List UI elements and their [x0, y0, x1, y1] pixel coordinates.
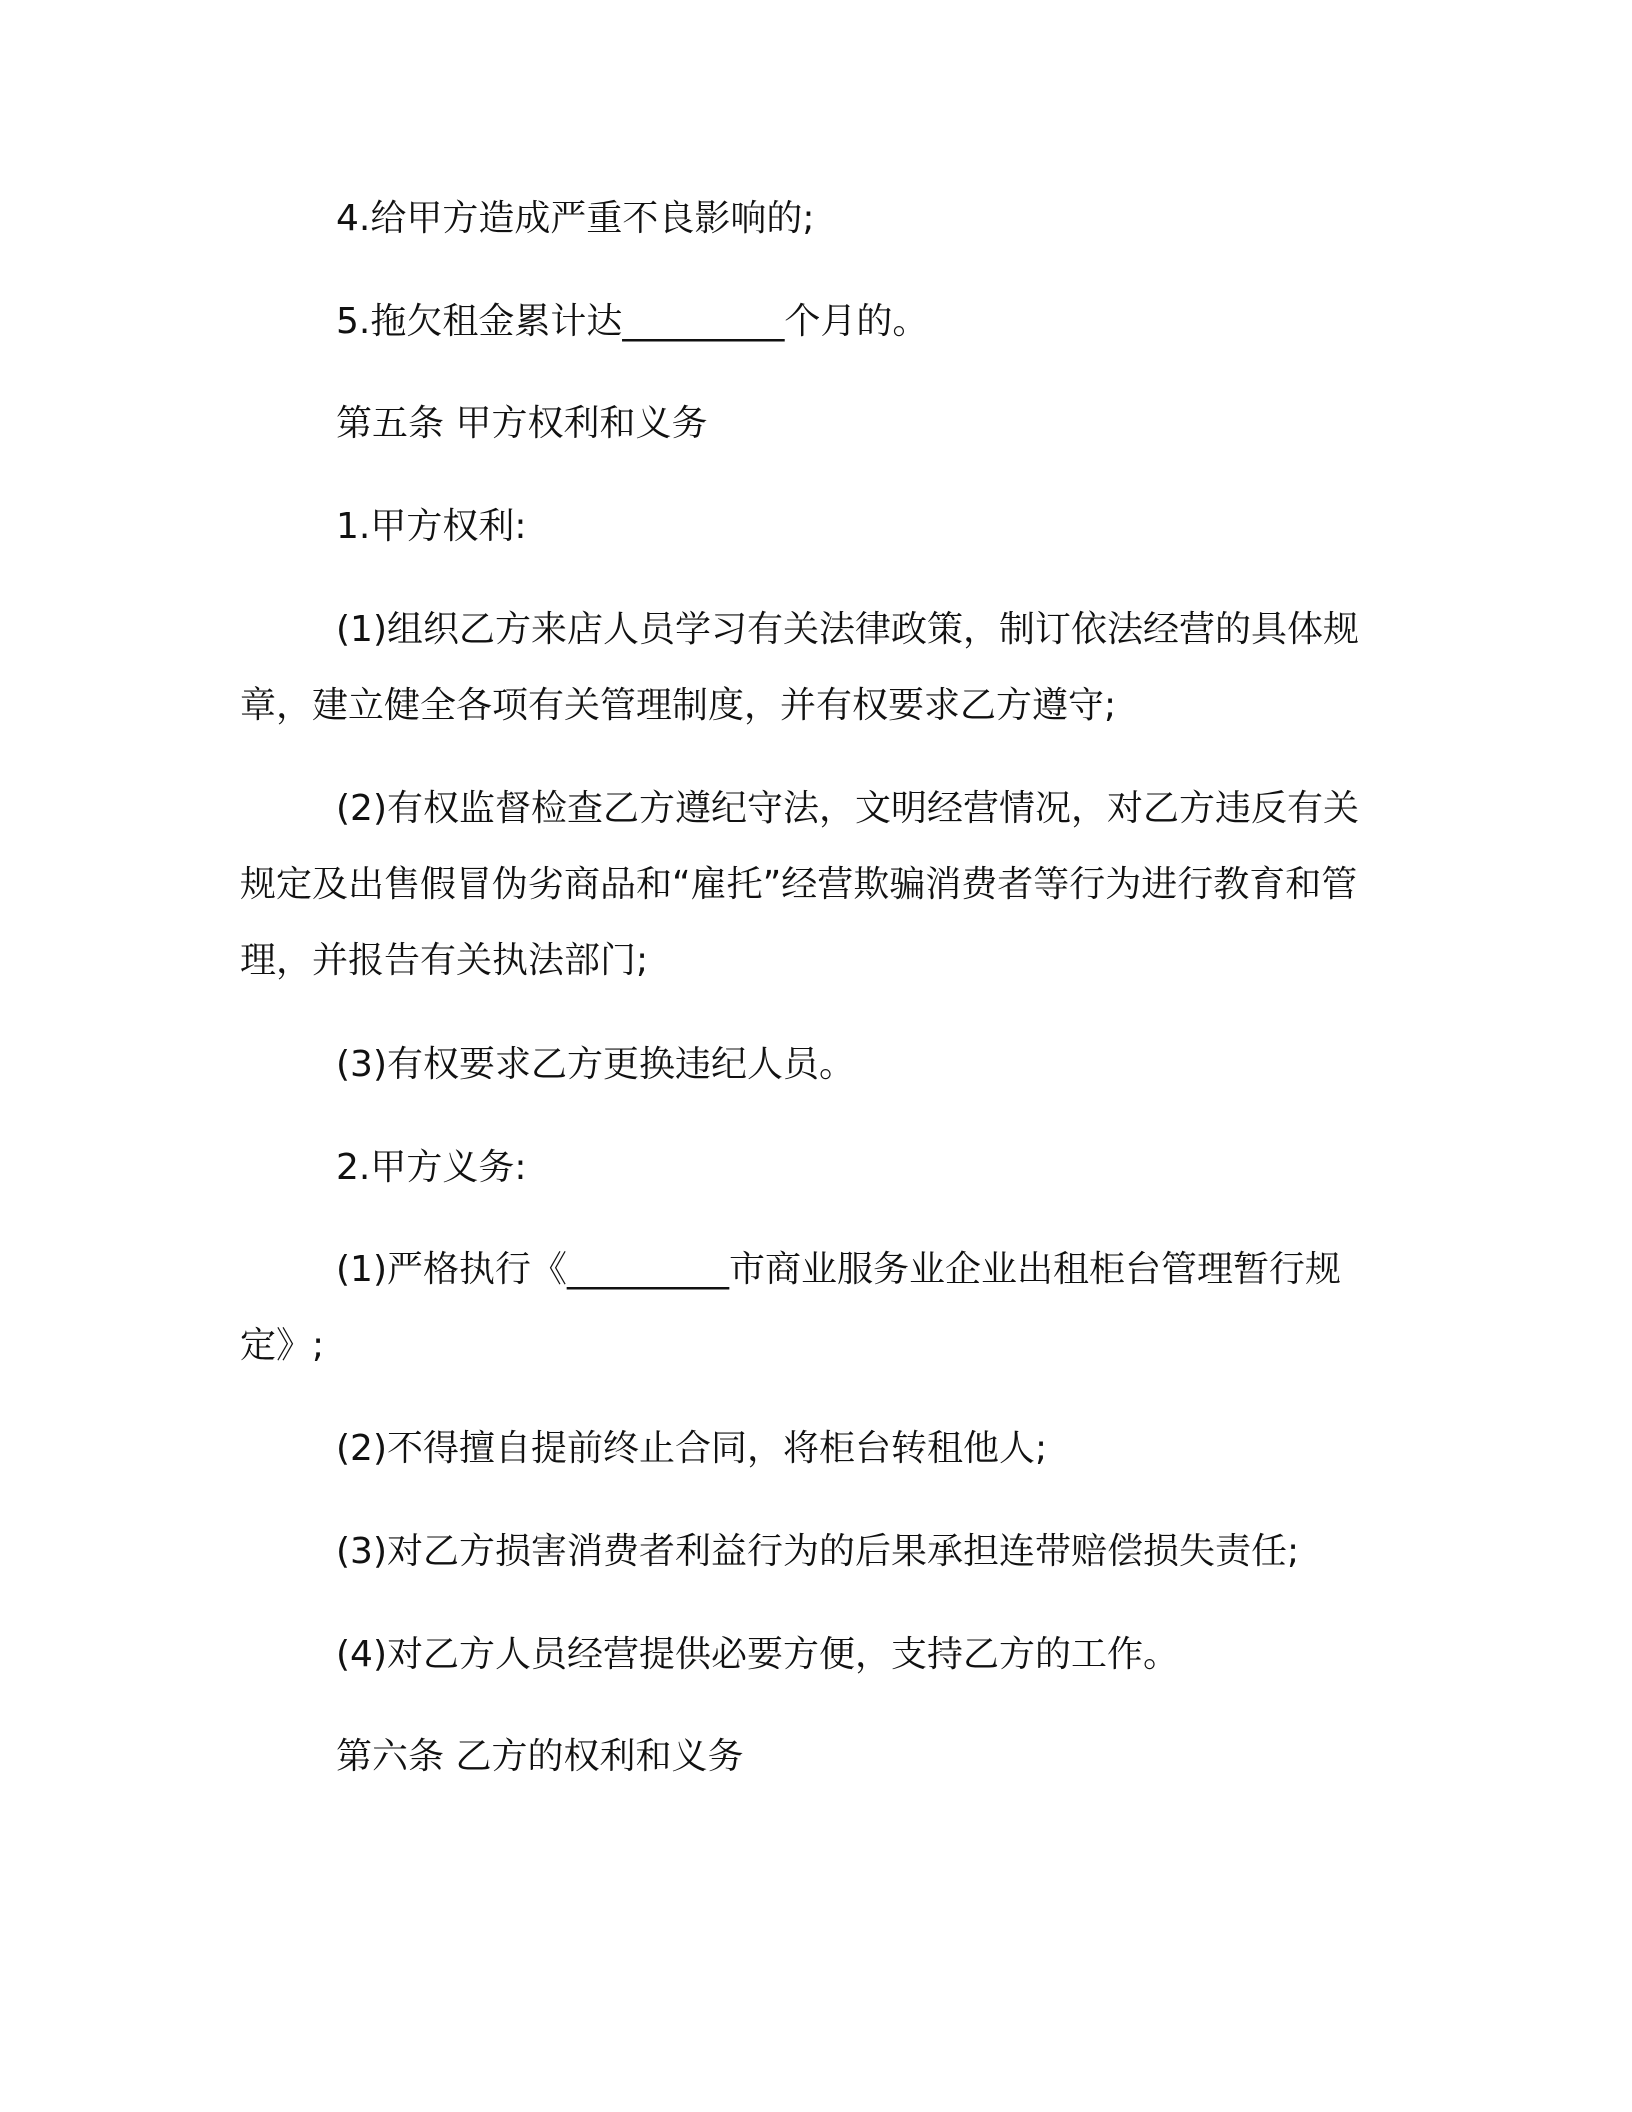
party-a-duty-4: (4)对乙方人员经营提供必要方便，支持乙方的工作。	[336, 1634, 1179, 1675]
party-a-duty-2: (2)不得擅自提前终止合同，将柜台转租他人;	[336, 1428, 1048, 1469]
party-a-duty-3: (3)对乙方损害消费者利益行为的后果承担连带赔偿损失责任;	[336, 1531, 1300, 1572]
party-a-duties-heading: 2.甲方义务:	[336, 1147, 527, 1188]
party-a-right-3: (3)有权要求乙方更换违纪人员。	[336, 1044, 855, 1085]
party-a-duty-1: (1)严格执行《_________市商业服务业企业出租柜台管理暂行规定》;	[240, 1249, 1341, 1366]
party-a-right-2: (2)有权监督检查乙方遵纪守法，文明经营情况，对乙方违反有关规定及出售假冒伪劣商品和“雇托”经营欺骗消费者等行为进行教育和管理，并报告有关执法部门;	[240, 788, 1359, 981]
article-5-heading: 第五条 甲方权利和义务	[336, 403, 708, 444]
clause-item-4: 4.给甲方造成严重不良影响的;	[336, 198, 815, 239]
party-a-rights-heading: 1.甲方权利:	[336, 506, 527, 547]
article-6-heading: 第六条 乙方的权利和义务	[336, 1736, 744, 1777]
party-a-right-1: (1)组织乙方来店人员学习有关法律政策，制订依法经营的具体规章，建立健全各项有关管理制度，并有权要求乙方遵守;	[240, 609, 1359, 726]
clause-item-5: 5.拖欠租金累计达_________个月的。	[336, 301, 929, 342]
